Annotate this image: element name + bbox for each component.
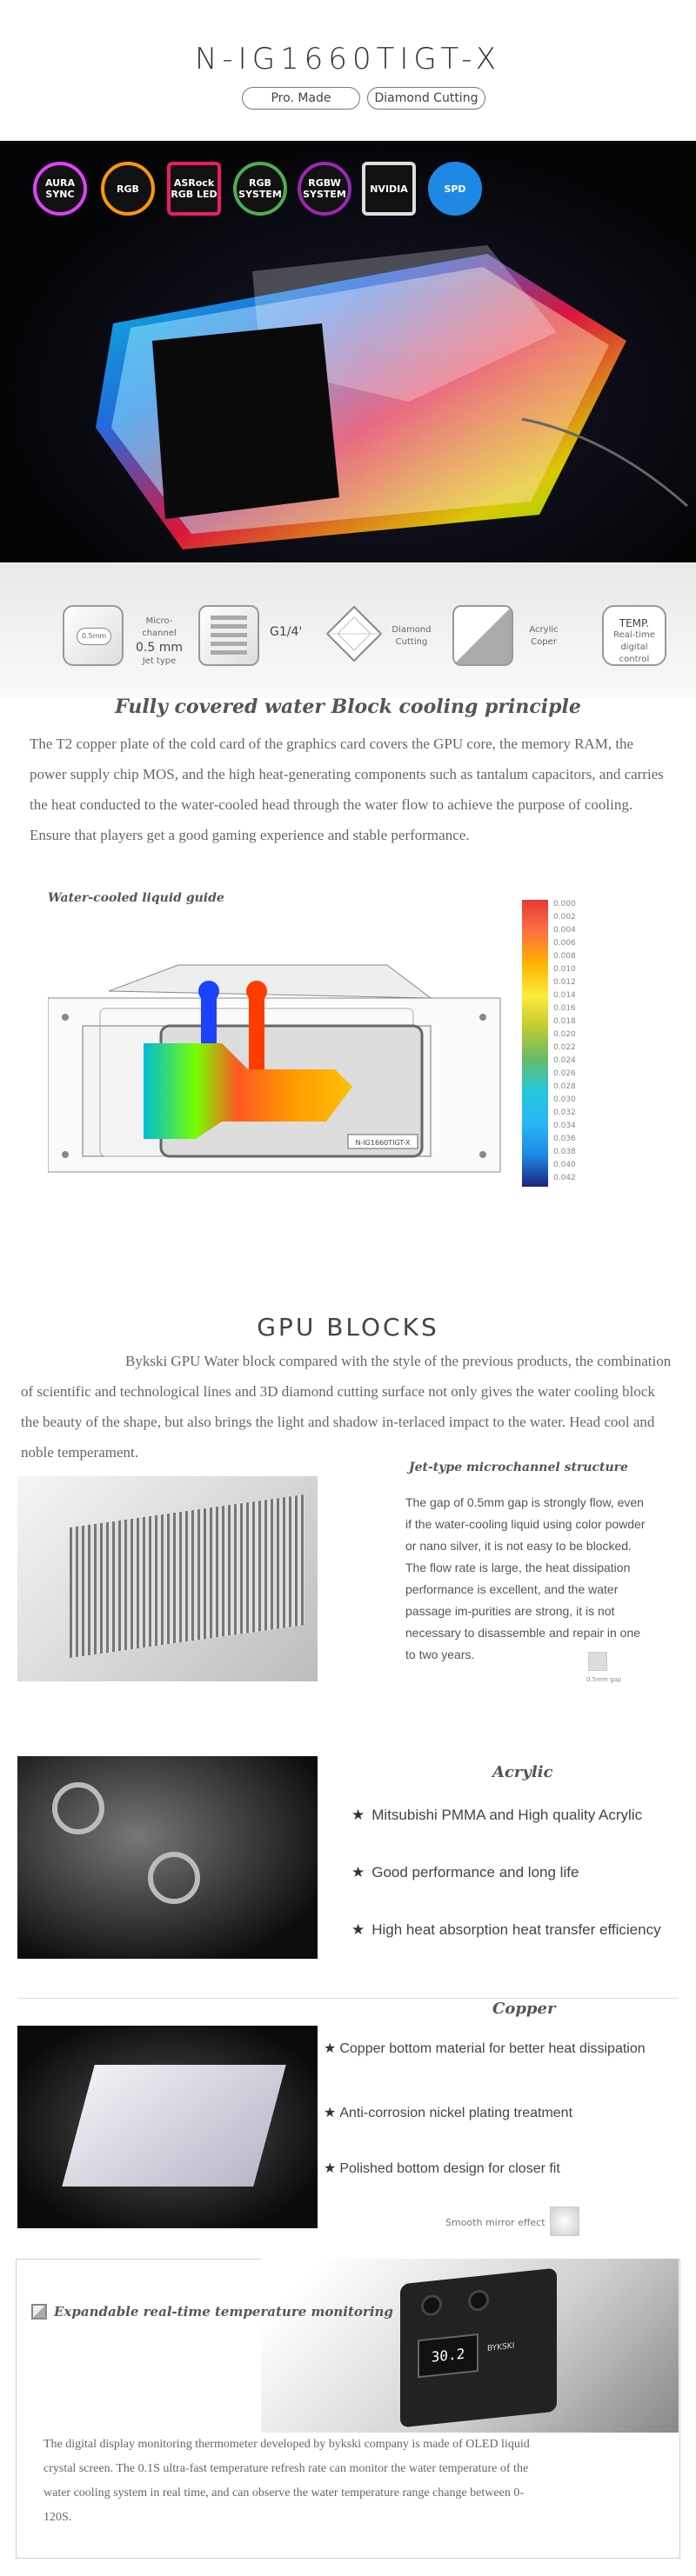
mirror-thumbnail: [550, 2207, 579, 2236]
msi-rgb-system-icon: RGB SYSTEM: [233, 162, 287, 216]
section-divider: [17, 1998, 679, 1999]
scale-tick: 0.004: [553, 926, 576, 935]
scale-tick: 0.036: [553, 1135, 576, 1143]
micro-sub: Jet type: [142, 656, 177, 666]
copper-heading: Copper: [492, 2000, 556, 2018]
jet-heading: Jet-type microchannel structure: [409, 1461, 628, 1474]
micro-size: 0.5 mm: [136, 641, 183, 655]
diamond-line-2: Cutting: [395, 637, 428, 647]
hero-image: [0, 141, 696, 562]
thermal-plate-label: N-IG1660TIGT-X: [355, 1139, 411, 1147]
micro-channel-icon: [63, 605, 124, 666]
brand-mark: BYKSKI: [487, 2341, 515, 2353]
scale-tick: 0.020: [553, 1030, 576, 1039]
jet-structure-photo: [17, 1476, 318, 1681]
gap-label: 0.5mm gap: [586, 1676, 622, 1683]
scale-tick: 0.008: [553, 952, 576, 961]
temp-control-icon: [602, 605, 666, 666]
temperature-heading-icon: [31, 2304, 47, 2320]
temperature-scale-bar: [522, 900, 548, 1187]
scale-tick: 0.018: [553, 1017, 576, 1026]
acrylic-heading: Acrylic: [492, 1763, 553, 1781]
sensor-block: [400, 2268, 557, 2428]
scale-tick: 0.010: [553, 965, 576, 974]
star-icon: ★: [351, 1921, 365, 1938]
scale-tick: 0.030: [553, 1095, 576, 1104]
scale-tick: 0.038: [553, 1148, 576, 1156]
scale-tick: 0.012: [553, 978, 576, 987]
acrylic-photo: [17, 1756, 318, 1959]
acrylic-item-text: Good performance and long life: [371, 1864, 579, 1880]
star-icon: ★: [324, 2041, 337, 2056]
aura-sync-icon: AURA SYNC: [33, 162, 87, 216]
g14-fitting-icon: [198, 605, 259, 666]
material-line-2: Coper: [531, 637, 557, 647]
temp-line-2: Real-time: [613, 630, 655, 640]
rgbw-system-icon: RGBW SYSTEM: [298, 162, 351, 216]
liquid-guide-label: Water-cooled liquid guide: [48, 891, 224, 905]
gpu-blocks-heading: GPU BLOCKS: [257, 1313, 439, 1341]
acrylic-item: [351, 1807, 642, 1824]
micro-title: Micro-channel: [142, 616, 177, 638]
product-title: N-IG1660TIGT-X: [194, 42, 502, 77]
acrylic-item: [351, 1921, 661, 1939]
scale-tick: 0.040: [553, 1161, 576, 1169]
copper-item: [324, 2104, 572, 2121]
temperature-photo: [261, 2259, 679, 2433]
thermal-diagram: [48, 948, 518, 1174]
copper-item-text: Polished bottom design for closer fit: [339, 2161, 560, 2176]
cooling-body: The T2 copper plate of the cold card of the graphics card covers the GPU core, the memory RAM, the power supply chip MOS, and the high heat-generating components such as tantalum capacitors, and carries the heat conducted to the water-cooled head through the water flow to achieve the purpose of cooling. Ensure that players get a good gaming experience and stable performance.: [30, 736, 664, 843]
acrylic-item-text: High heat absorption heat transfer efficiency: [371, 1921, 661, 1938]
pro-made-pill: Pro. Made: [242, 87, 360, 110]
mirror-label: Smooth mirror effect: [445, 2217, 545, 2228]
diamond-label: [390, 624, 433, 649]
micro-channel-label: [129, 616, 190, 668]
temp-line-1: TEMP.: [619, 617, 650, 629]
water-block-render: [0, 141, 696, 562]
scale-tick: 0.042: [553, 1174, 576, 1182]
temperature-display: 30.2: [418, 2333, 478, 2378]
scale-tick: 0.014: [553, 991, 576, 1000]
rgb-ring-icon: RGB: [101, 162, 155, 216]
scale-tick: 0.028: [553, 1082, 576, 1091]
temperature-scale-labels: [553, 898, 588, 1185]
scale-tick: 0.034: [553, 1122, 576, 1130]
cooling-heading: Fully covered water Block cooling principle: [115, 696, 581, 718]
copper-item: [324, 2160, 560, 2177]
diamond-icon: [324, 603, 385, 664]
acrylic-item: [351, 1864, 579, 1881]
scale-tick: 0.000: [553, 900, 576, 909]
scale-tick: 0.032: [553, 1108, 576, 1117]
micro-value-tag: 0.5mm: [77, 628, 111, 645]
scale-tick: 0.002: [553, 913, 576, 922]
acrylic-item-text: Mitsubishi PMMA and High quality Acrylic: [371, 1807, 643, 1823]
scale-tick: 0.006: [553, 939, 576, 948]
gpu-blocks-body: Bykski GPU Water block compared with the style of the previous products, the combination of scientific and technological lines and 3D diamond cutting surface not only gives the water cooling block the beauty of the shape, but also brings the light and shadow in-terlaced impact to the water. Head cool and noble temperament.: [21, 1353, 672, 1461]
copper-item: [324, 2040, 646, 2057]
diamond-cutting-pill: Diamond Cutting: [367, 87, 485, 110]
temperature-heading: Expandable real-time temperature monitoring: [54, 2304, 393, 2320]
copper-photo: [17, 2026, 318, 2228]
star-icon: ★: [351, 1864, 365, 1880]
nvidia-icon: NVIDIA: [362, 162, 416, 216]
copper-item-text: Copper bottom material for better heat dissipation: [339, 2041, 646, 2056]
star-icon: ★: [324, 2161, 337, 2176]
star-icon: ★: [324, 2106, 337, 2120]
scale-tick: 0.024: [553, 1056, 576, 1065]
scale-tick: 0.016: [553, 1004, 576, 1013]
scale-tick: 0.026: [553, 1069, 576, 1078]
temperature-body: The digital display monitoring thermometer developed by bykski company is made of OLED liquid crystal screen. The 0.1S ultra-fast temperature refresh rate can monitor the water temperature of the water cooling system in real time, and can observe the water temperature range change between 0-120S.: [44, 2438, 530, 2524]
thread-label: G1/4': [270, 625, 303, 639]
material-label: [522, 624, 566, 649]
spec-band: [0, 563, 696, 698]
jet-body: The gap of 0.5mm gap is strongly flow, even if the water-cooling liquid using color powder or nano silver, it is not easy to be blocked. The flow rate is large, the heat dissipation performance is excellent, and the water passage im-purities are strong, it is not necessary to disassemble and repair in one to two years.: [405, 1495, 646, 1661]
temp-line-3: digital control: [619, 642, 650, 664]
diamond-line-1: Diamond: [392, 625, 432, 635]
spd-icon: SPD: [428, 162, 482, 216]
gap-thumbnail: [588, 1652, 607, 1671]
copper-item-text: Anti-corrosion nickel plating treatment: [339, 2106, 573, 2120]
material-line-1: Acrylic: [529, 625, 559, 635]
star-icon: ★: [351, 1807, 365, 1823]
scale-tick: 0.022: [553, 1043, 576, 1052]
material-icon: [452, 605, 513, 666]
asrock-rgb-led-icon: ASRock RGB LED: [167, 162, 221, 216]
